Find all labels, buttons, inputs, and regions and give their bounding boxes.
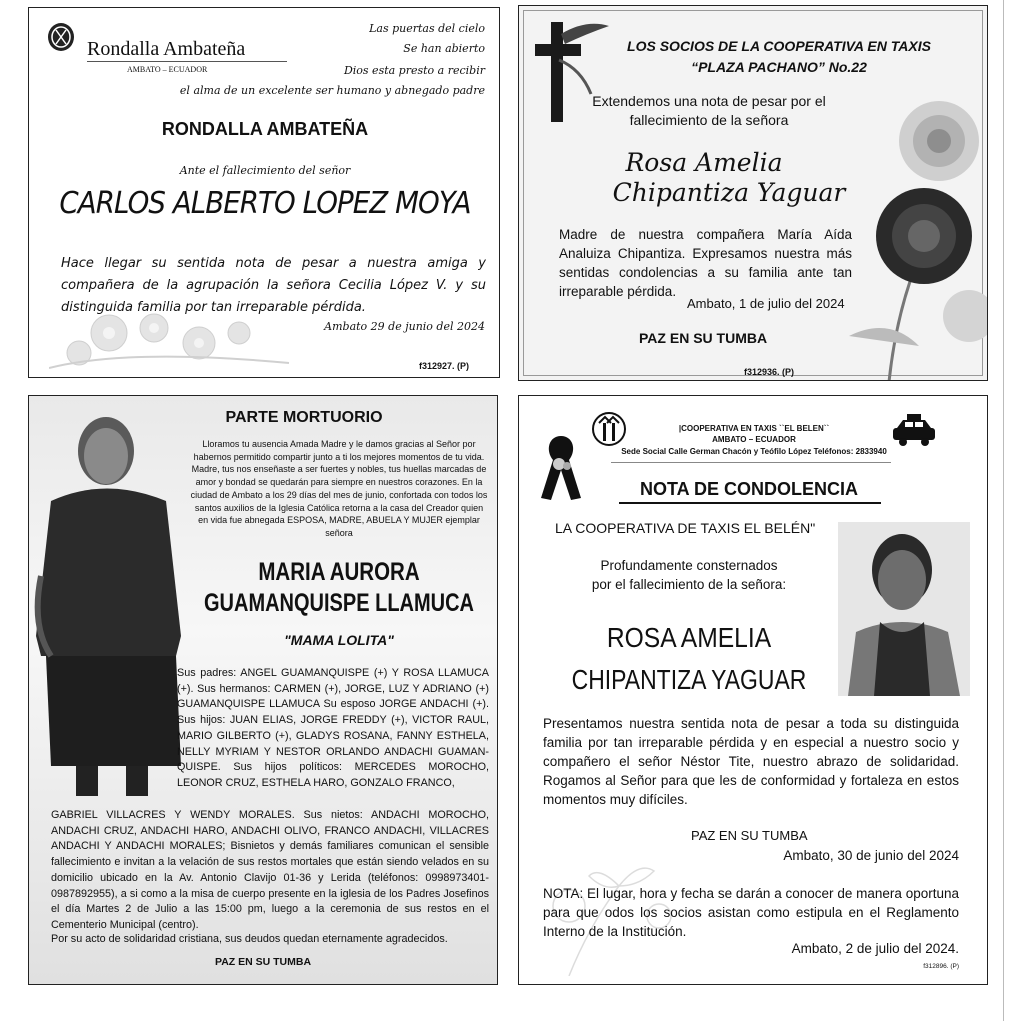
belen-name-1: ROSA AMELIA [606,622,772,653]
plaza-closing: PAZ EN SU TUMBA [639,330,768,346]
belen-date-1: Ambato, 30 de junio del 2024 [783,848,959,863]
mortuorio-nickname: "MAMA LOLITA" [284,632,394,648]
belen-intro-2: por el fallecimiento de la señora: [591,577,787,592]
belen-date-2: Ambato, 2 de julio del 2024. [791,941,959,956]
plaza-pachano-notice [518,5,988,381]
rondalla-verse-3: Dios esta presto a recibir [343,64,485,77]
rondalla-logo-name: Rondalla Ambateña [87,38,246,60]
rondalla-body: Hace llegar su sentida nota de pesar a nuestra amiga y compañera de la agrupación la señora Cecilia López V. y su distinguida familia por tan irreparable pérdida. [61,256,486,315]
deceased-photo [838,522,970,696]
belen-code: f312896. (P) [923,963,959,970]
belen-note: NOTA: El lugar, hora y fecha se darán a conocer de manera oportuna para que odos los socios asistan como estipula en el Reglamento Interno de la Institución. [543,886,959,939]
rondalla-logo-icon [47,22,75,52]
plaza-name-1: Rosa Amelia [625,148,783,177]
plaza-date: Ambato, 1 de julio del 2024 [687,296,845,311]
rondalla-heading: RONDALLA AMBATEÑA [161,119,369,139]
el-belen-notice [518,395,988,985]
plaza-intro: Extendemos una nota de pesar por el fallecimiento de la señora [592,93,826,128]
rondalla-code: f312927. (P) [418,361,469,371]
belen-intro-1: Profundamente consternados [600,558,778,573]
belen-org-1: |COOPERATIVA EN TAXIS ``EL BELEN`` [678,424,830,433]
parte-mortuorio-notice [28,395,498,985]
deceased-portrait [31,406,191,806]
plaza-body: Madre de nuestra compañera María Aída Analuiza Chipantiza. Expresamos nuestra más sentidas condolencias a su familia ante tan irreparable pérdida. [559,227,852,299]
rondalla-notice [28,7,500,378]
roses-decoration [829,86,988,381]
mortuorio-name-2: GUAMANQUISPE LLAMUCA [204,589,474,617]
mortuorio-intro: Lloramos tu ausencia Amada Madre y le damos gracias al Señor por habernos permitido compartir junto a ti los mejores momentos de tu vida. Madre, tus nos enseñaste a ser fuertes y nobles, tus huellas marcadas de amor y bondad se quedarán para siempre en nuestros corazones. En la ciudad de Ambato a los 29 días del mes de junio, confortada con todos los santos auxilios de la Iglesia Católica retorna a la casa del Creador quien en vida fue abnegada ESPOSA, MADRE, ABUELA Y MUJER ejemplar señora [190,439,488,538]
plaza-header-1: LOS SOCIOS DE LA COOPERATIVA EN TAXIS [627,38,931,54]
plaza-code: f312936. (P) [744,367,795,377]
rondalla-deceased-name: CARLOS ALBERTO LOPEZ MOYA [59,186,471,221]
mortuorio-name-1: MARIA AURORA [258,558,420,586]
mortuorio-thanks: Por su acto de solidaridad cristiana, sus deudos quedan eternamente agradecidos. [51,933,448,945]
mortuorio-family-wide: GABRIEL VILLACRES Y WENDY MORALES. Sus nietos: ANDACHI MOROCHO, ANDACHI CRUZ, ANDACHI HARO, ANDACHI OLIVO, FRANCO ANDACHI, VILLACRES ANDACHI Y ANDACHI MORALES; Bisnietos y demás familiares comunican el sensible fallecimiento e invitan a la velación de sus restos mortales que están siendo velados en su domicilio ubicado en la Av. Antonio Clavijo 01-36 y Lerida (teléfonos: 0998973401-0987892955), a si como a la misa de cuerpo presente en la iglesia de los Padres Josefinos el día Martes 2 de Julio a las 15:00 pm, luego a la ceremonia de sus restos en el Cementerio Municipal (centro). [51,809,489,931]
rondalla-logo-sub: AMBATO – ECUADOR [127,65,208,74]
belen-heading: NOTA DE CONDOLENCIA [640,479,858,499]
belen-closing: PAZ EN SU TUMBA [691,828,808,843]
plaza-header-2: “PLAZA PACHANO” No.22 [691,59,867,75]
mourning-ribbon-icon [537,430,585,502]
rondalla-verse-1: Las puertas del cielo [369,22,485,35]
rondalla-intro: Ante el fallecimiento del señor [179,164,351,177]
rondalla-verse-2: Se han abierto [403,42,485,55]
mortuorio-closing: PAZ EN SU TUMBA [215,956,312,968]
rondalla-date: Ambato 29 de junio del 2024 [324,320,485,333]
plaza-name-2: Chipantiza Yaguar [612,178,846,207]
belen-org-2: AMBATO – ECUADOR [712,435,796,444]
belen-org-statement: LA COOPERATIVA DE TAXIS EL BELÉN" [555,520,816,536]
belen-name-2: CHIPANTIZA YAGUAR [571,664,807,695]
mortuorio-heading: PARTE MORTUORIO [225,409,383,426]
belen-org-3: Sede Social Calle German Chacón y Teófilo López Teléfonos: 2833940 [621,447,887,456]
rondalla-verse-4: el alma de un excelente ser humano y abnegado padre [179,84,485,97]
belen-body: Presentamos nuestra sentida nota de pesar a toda su distinguida familia por tan irreparable pérdida y en especial a nuestro socio y compañero el señor Néstor Tite, nuestro abrazo de solidaridad. Rogamos al Señor para que les de conformidad y fortaleza en estos momentos muy difíciles. [543,716,959,807]
mortuorio-family-narrow: Sus padres: ANGEL GUAMANQUISPE (+) Y ROSA LLAMUCA (+). Sus hermanos: CARMEN (+), JORGE, LUZ Y ADRIANO (+) GUAMANQUISPE LLAMUCA Su esposo JORGE ANDACHI (+). Sus hijos: JUAN ELIAS, JORGE FREDDY (+), VICTOR RAUL, MARIO GILBERTO (+), GLADYS ROSANA, FANNY ESTHELA, NELLY MYRIAM Y NESTOR ORLANDO ANDACHI GUAMAN-QUISPE. Sus hijos políticos: MERCEDES MOROCHO, LEONOR CRUZ, ESTHELA HARO, GONZALO FRANCO, [177,667,489,789]
